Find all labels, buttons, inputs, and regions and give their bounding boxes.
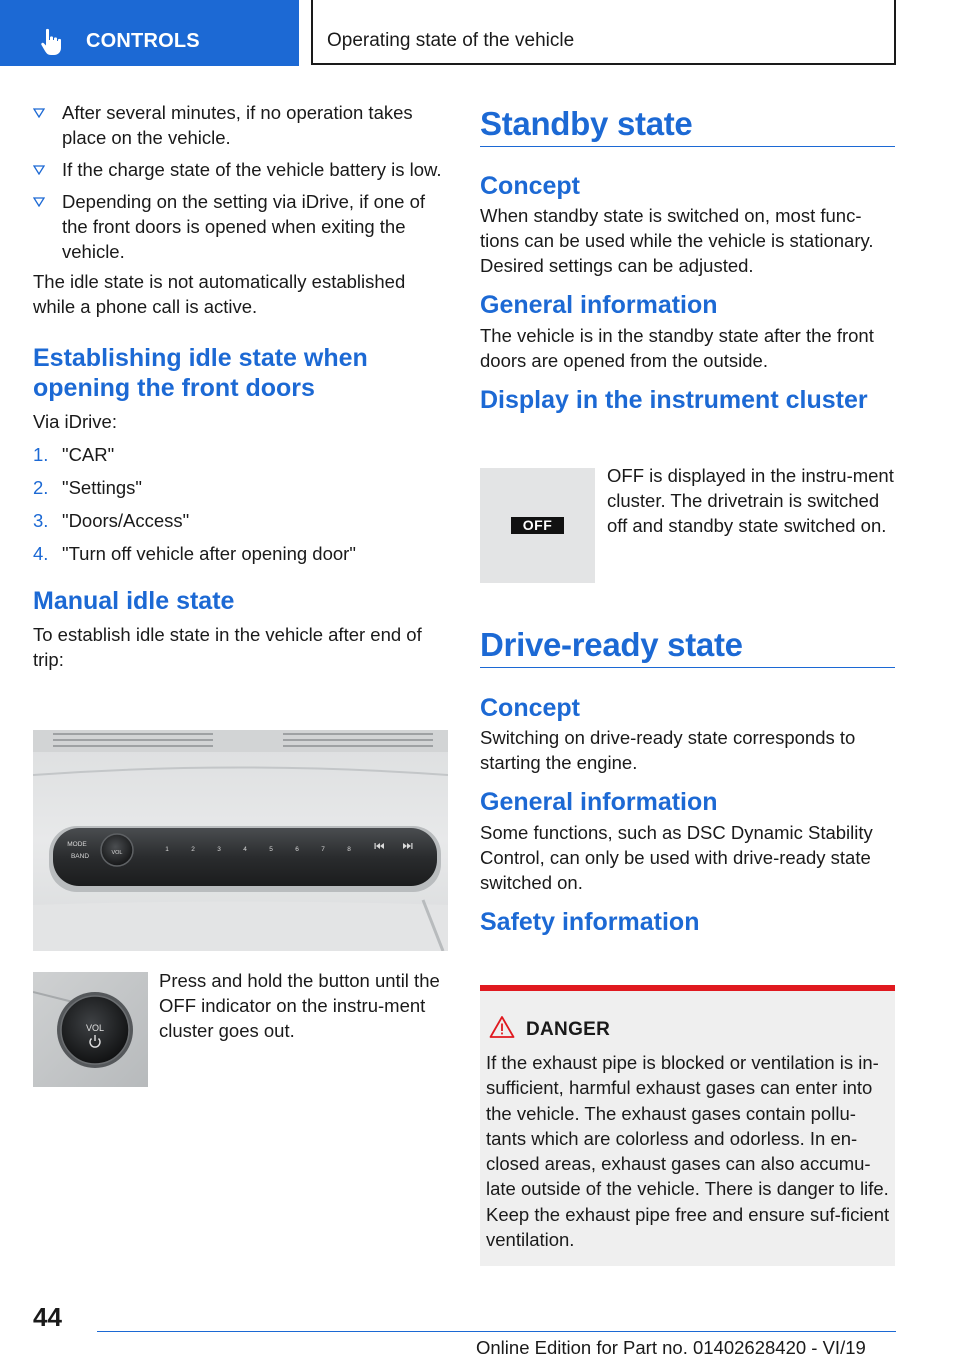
danger-text: If the exhaust pipe is blocked or ventilation is in-sufficient, harmful exhaust gases can enter into the vehicle. The exhaust gases contain pollu-tants which are colorless and odorless. In en-closed areas, exhaust gases can also accumu-late outside of the vehicle. There is danger to life. Keep the exhaust pipe free and ensure suf-ficient ventilation. [486,1052,890,1251]
band-label: BAND [70,853,90,860]
drive-concept-text: Switching on drive-ready state corresponds to starting the engine. [480,727,856,773]
display-cluster-heading: Display in the instrument cluster [480,386,868,414]
drive-ready-heading: Drive-ready state [480,626,743,663]
via-idrive-text: Via iDrive: [33,411,117,432]
off-indicator-photo [480,468,595,583]
manual-idle-heading: Manual idle state [33,587,235,615]
preset-6: 6 [295,846,299,853]
list-item: 4. "Turn off vehicle after opening door" [33,543,356,564]
page-number: 44 [33,1302,62,1332]
preset-1: 1 [165,846,169,853]
chapter-header [311,0,896,65]
standby-state-heading: Standby state [480,105,693,142]
general-information-text: The vehicle is in the standby state after the front doors are opened from the outside. [480,325,874,371]
preset-4: 4 [243,846,247,853]
danger-title: DANGER [526,1019,611,1040]
safety-information-heading: Safety information [480,908,700,936]
section-divider [480,146,895,147]
vol-label: VOL [111,850,123,856]
drive-concept-heading: Concept [480,694,580,722]
footer-divider [97,1331,896,1332]
danger-box [480,985,895,1266]
manual-idle-text: To establish idle state in the vehicle after end of trip: [33,624,422,670]
chapter-title: Operating state of the vehicle [327,30,575,51]
triangle-bullet-icon [33,165,45,175]
section-divider [480,667,895,668]
general-information-heading: General information [480,291,718,319]
section-tab[interactable] [0,0,299,66]
audio-panel-photo [33,730,448,951]
drive-general-heading: General information [480,788,718,816]
list-item: Depending on the setting via iDrive, if one of the front doors is opened when exiting the vehicle. [33,189,448,264]
triangle-bullet-icon [33,108,45,118]
concept-text: When standby state is switched on, most func-tions can be used while the vehicle is stationary. Desired settings can be adjusted. [480,205,874,276]
pointing-hand-icon [40,28,64,56]
right-column [480,104,895,415]
preset-8: 8 [347,846,351,853]
preset-7: 7 [321,846,325,853]
list-item: 1. "CAR" [33,444,115,465]
press-hold-text: Press and hold the button until the OFF indicator on the instru-ment cluster goes out. [159,970,440,1041]
triangle-bullet-icon [33,197,45,207]
vol-knob-photo [33,972,148,1087]
preset-3: 3 [217,846,221,853]
concept-heading: Concept [480,172,580,200]
list-item: 3. "Doors/Access" [33,510,190,531]
warning-triangle-icon [489,1015,515,1039]
list-item: 2. "Settings" [33,477,142,498]
drive-ready-section [480,625,895,937]
preset-2: 2 [191,846,195,853]
mode-label: MODE [67,841,87,848]
preset-5: 5 [269,846,273,853]
list-item: After several minutes, if no operation takes place on the vehicle. [33,100,448,150]
left-column [33,100,448,672]
idrive-steps-list [33,442,448,566]
establishing-idle-heading: Establishing idle state when opening the front doors [33,344,368,402]
section-label: CONTROLS [86,30,200,52]
idle-conditions-list [33,100,448,264]
off-badge: OFF [511,517,564,534]
edition-text: Online Edition for Part no. 01402628420 - VI/19 [476,1337,866,1358]
idle-note: The idle state is not automatically established while a phone call is active. [33,271,406,317]
drive-general-text: Some functions, such as DSC Dynamic Stability Control, can only be used with drive-ready state switched on. [480,822,873,893]
list-item: If the charge state of the vehicle battery is low. [33,157,448,182]
display-cluster-text: OFF is displayed in the instru-ment cluster. The drivetrain is switched off and standby state switched on. [607,465,894,536]
knob-vol-label: VOL [85,1023,105,1033]
